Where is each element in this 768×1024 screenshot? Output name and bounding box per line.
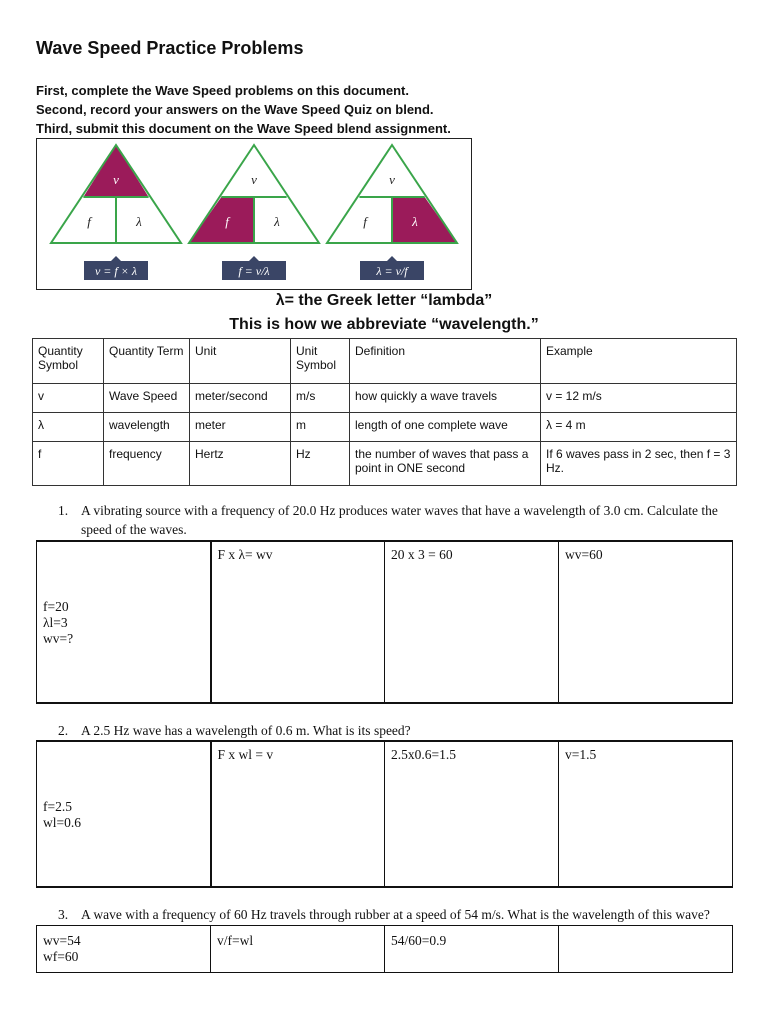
givens-list — [43, 599, 73, 647]
formula-label: v = f × λ — [94, 264, 138, 278]
givens-cell — [37, 741, 211, 887]
table-cell: f — [33, 442, 104, 486]
table-cell: m — [291, 413, 350, 442]
given-value: wv=? — [43, 631, 74, 646]
triangle-right-section — [392, 197, 457, 243]
triangle-label-top: v — [113, 172, 119, 187]
table-cell: meter/second — [190, 384, 291, 413]
formula-label: f = v/λ — [238, 264, 270, 278]
triangle-top-section — [359, 145, 424, 197]
table-cell: the number of waves that pass a point in ONE second — [350, 442, 541, 486]
lambda-definition: λ= the Greek letter “lambda” — [275, 292, 493, 309]
table-row — [33, 384, 737, 413]
page-title: Wave Speed Practice Problems — [36, 38, 304, 58]
instruction-line: Second, record your answers on the Wave Speed Quiz on blend. — [36, 102, 434, 117]
triangle-label-top: v — [251, 172, 257, 187]
table-cell: meter — [190, 413, 291, 442]
given-value: f=2.5 — [43, 799, 72, 814]
table-cell: Wave Speed — [104, 384, 190, 413]
problem-3-question — [36, 905, 736, 924]
substitution-cell: 54/60=0.9 — [385, 926, 559, 973]
table-cell: λ = 4 m — [541, 413, 737, 442]
triangle-f-highlight — [189, 145, 319, 280]
formula-pointer — [249, 256, 259, 261]
table-row — [37, 926, 733, 973]
wave-triangle-diagram — [36, 138, 472, 290]
given-value: wv=54 — [43, 933, 81, 948]
table-cell: Hertz — [190, 442, 291, 486]
answer-cell: v=1.5 — [559, 741, 733, 887]
triangle-label-right: λ — [136, 214, 142, 229]
given-value: wl=0.6 — [43, 815, 81, 830]
formula-pointer — [387, 256, 397, 261]
instruction-line: Third, submit this document on the Wave Speed blend assignment. — [36, 121, 451, 136]
wavelength-abbreviation-note: This is how we abbreviate “wavelength.” — [229, 316, 539, 333]
equation-cell: F x λ= wv — [211, 541, 385, 703]
given-value: f=20 — [43, 599, 69, 614]
triangle-top-section — [83, 145, 148, 197]
table-cell: v = 12 m/s — [541, 384, 737, 413]
table-cell: frequency — [104, 442, 190, 486]
instruction-line: First, complete the Wave Speed problems on this document. — [36, 83, 409, 98]
quantity-reference-table — [32, 338, 737, 486]
problem-text: A 2.5 Hz wave has a wavelength of 0.6 m. What is its speed? — [81, 723, 411, 738]
header-cell: Unit — [190, 339, 291, 384]
table-cell: Hz — [291, 442, 350, 486]
triangle-right-section — [116, 197, 181, 243]
table-row — [33, 413, 737, 442]
triangle-label-right: λ — [412, 214, 418, 229]
triangle-v-highlight — [51, 145, 181, 280]
problem-1-question — [36, 501, 736, 539]
problem-1-work-table — [36, 540, 733, 704]
answer-cell — [559, 926, 733, 973]
triangle-diagram-svg — [37, 139, 473, 291]
problem-2-work-table — [36, 740, 733, 888]
given-value: wf=60 — [43, 949, 79, 964]
triangle-left-section — [327, 197, 392, 243]
table-cell: v — [33, 384, 104, 413]
header-cell: Example — [541, 339, 737, 384]
table-cell: λ — [33, 413, 104, 442]
header-cell: Quantity Symbol — [33, 339, 104, 384]
header-cell: Definition — [350, 339, 541, 384]
problem-number: 3. — [58, 907, 69, 922]
formula-pointer — [111, 256, 121, 261]
header-cell: Unit Symbol — [291, 339, 350, 384]
table-cell: wavelength — [104, 413, 190, 442]
givens-cell — [37, 926, 211, 973]
instructions — [36, 81, 451, 138]
triangle-right-section — [254, 197, 319, 243]
triangle-label-right: λ — [274, 214, 280, 229]
table-cell: how quickly a wave travels — [350, 384, 541, 413]
givens-list — [43, 799, 81, 831]
triangle-label-left: f — [363, 214, 367, 229]
given-value: λl=3 — [43, 615, 68, 630]
table-row — [37, 741, 733, 887]
problem-number: 1. — [58, 503, 69, 518]
givens-cell — [37, 541, 211, 703]
triangle-top-section — [221, 145, 286, 197]
triangle-left-section — [51, 197, 116, 243]
table-row — [33, 442, 737, 486]
problem-number: 2. — [58, 723, 69, 738]
table-row — [37, 541, 733, 703]
table-cell: m/s — [291, 384, 350, 413]
substitution-cell: 20 x 3 = 60 — [385, 541, 559, 703]
equation-cell: F x wl = v — [211, 741, 385, 887]
problem-3-work-table — [36, 925, 733, 973]
triangle-left-section — [189, 197, 254, 243]
header-cell: Quantity Term — [104, 339, 190, 384]
answer-cell: wv=60 — [559, 541, 733, 703]
triangle-label-left: f — [87, 214, 91, 229]
formula-label: λ = v/f — [376, 264, 408, 278]
substitution-cell: 2.5x0.6=1.5 — [385, 741, 559, 887]
triangle-label-top: v — [389, 172, 395, 187]
problem-text: A vibrating source with a frequency of 20.0 Hz produces water waves that have a wavelength of 3.0 cm. Calculate the speed of the waves. — [81, 503, 718, 537]
table-header-row — [33, 339, 737, 384]
triangle-lambda-highlight — [327, 145, 457, 280]
problem-2-question — [36, 721, 736, 740]
problem-text: A wave with a frequency of 60 Hz travels through rubber at a speed of 54 m/s. What is the wavelength of this wave? — [81, 907, 710, 922]
equation-cell: v/f=wl — [211, 926, 385, 973]
table-cell: If 6 waves pass in 2 sec, then f = 3 Hz. — [541, 442, 737, 486]
triangle-label-left: f — [225, 214, 229, 229]
table-cell: length of one complete wave — [350, 413, 541, 442]
